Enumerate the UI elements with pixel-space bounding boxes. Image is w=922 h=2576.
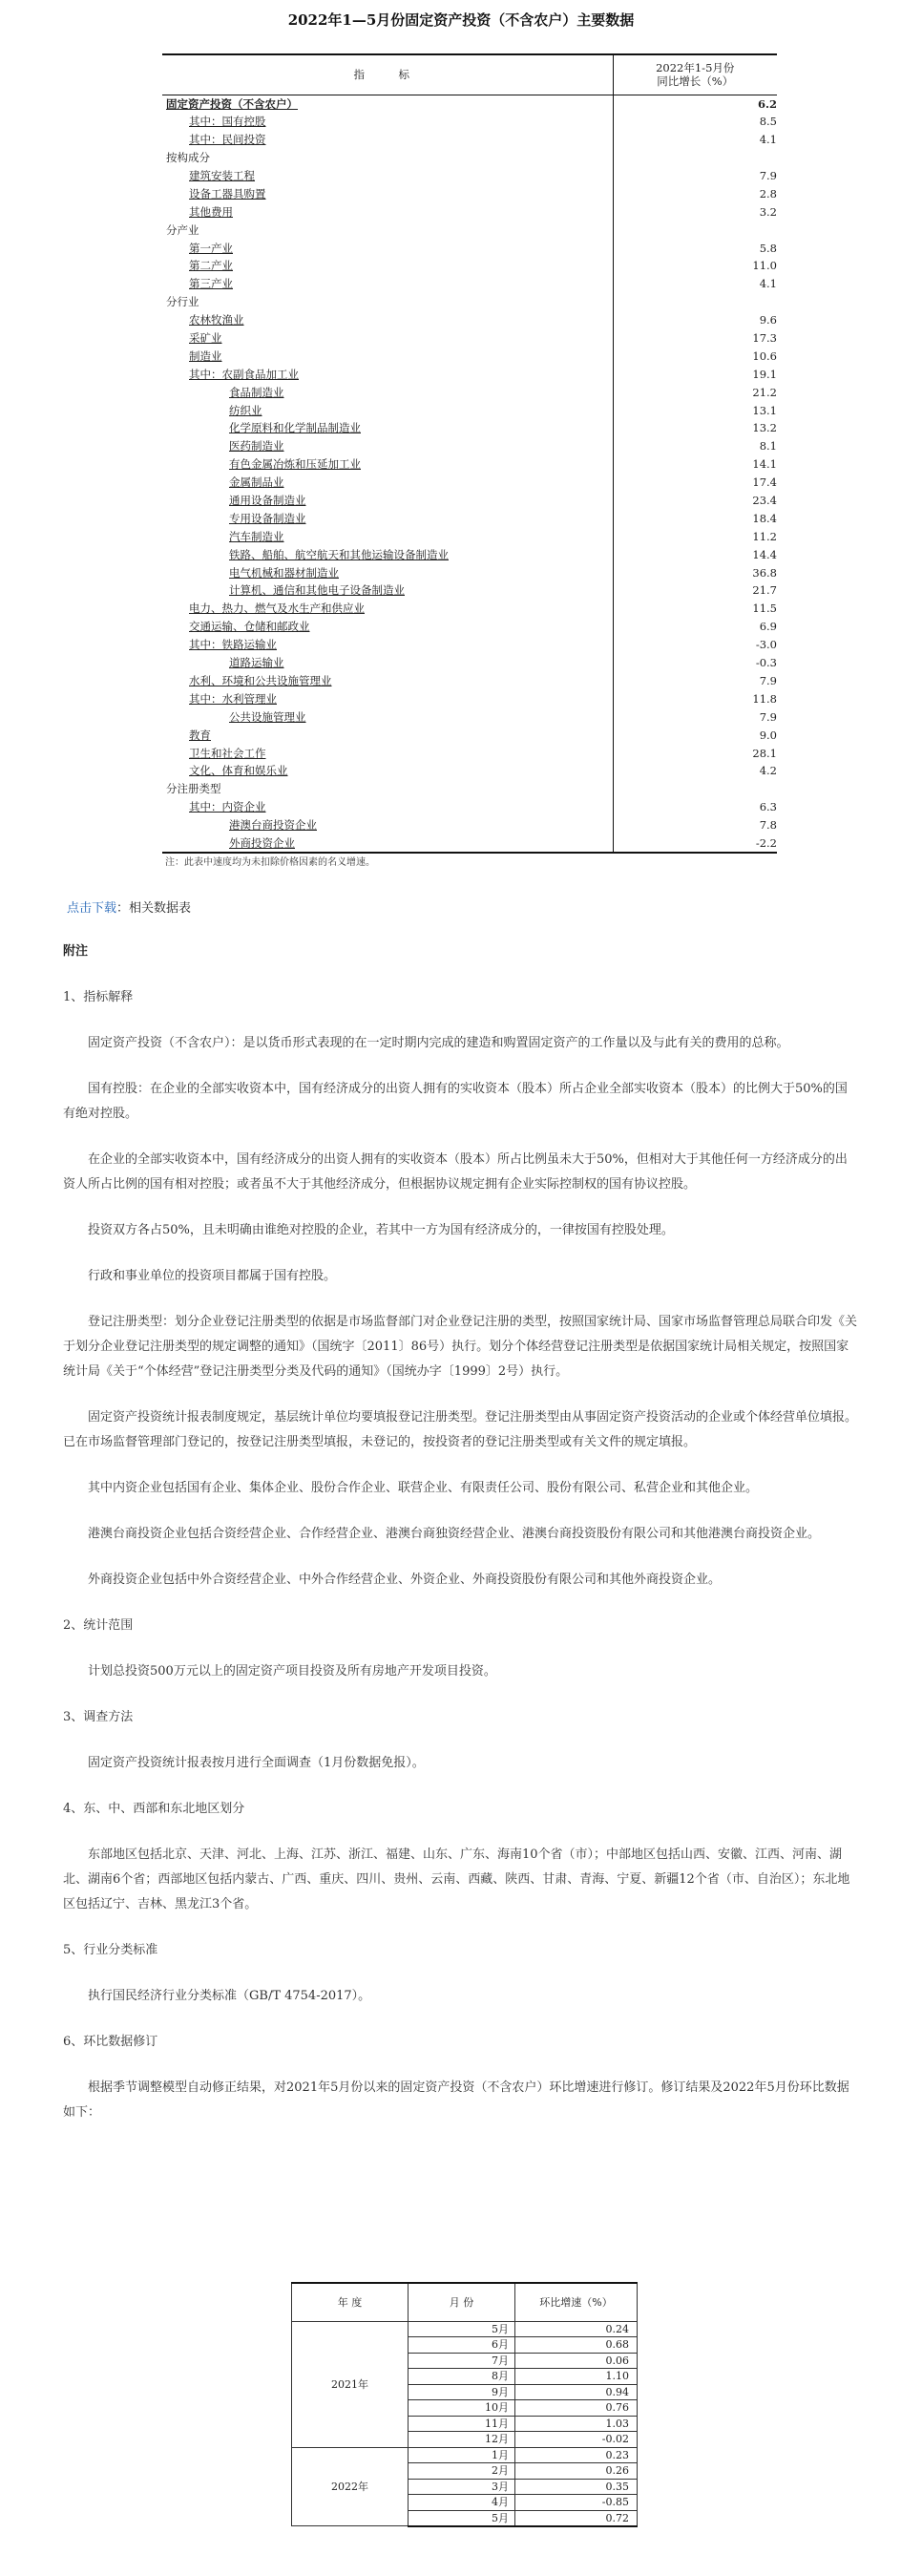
table-row xyxy=(162,365,777,383)
row-value: 9.6 xyxy=(613,311,777,329)
table-row xyxy=(162,202,777,221)
table-row xyxy=(162,618,777,636)
row-value: 13.1 xyxy=(613,401,777,419)
row-label xyxy=(162,563,613,581)
row-label-text: 水利、环境和公共设施管理业 xyxy=(189,673,332,687)
row-label-text: 采矿业 xyxy=(189,331,222,346)
paragraph-domestic-enterprises: 其中内资企业包括国有企业、集体企业、股份合作企业、联营企业、有限责任公司、股份有限公司、私营企业和其他企业。 xyxy=(88,1481,759,1495)
table-row xyxy=(162,563,777,581)
table-row xyxy=(162,600,777,618)
mom-value-cell: 0.35 xyxy=(515,2479,638,2495)
row-label xyxy=(162,672,613,690)
mom-value-cell: 0.94 xyxy=(515,2384,638,2400)
row-value: 8.1 xyxy=(613,437,777,455)
table-row xyxy=(162,798,777,816)
row-label-text: 文化、体育和娱乐业 xyxy=(189,764,288,778)
row-label-text: 港澳台商投资企业 xyxy=(229,818,317,833)
row-label xyxy=(162,455,613,474)
row-label-text: 铁路、船舶、航空航天和其他运输设备制造业 xyxy=(229,547,449,561)
table-row xyxy=(162,419,777,437)
mom-month-cell: 8月 xyxy=(409,2369,515,2385)
row-label xyxy=(162,239,613,257)
mom-value-cell: 1.10 xyxy=(515,2369,638,2385)
row-label-text: 第二产业 xyxy=(189,259,233,273)
row-value xyxy=(613,149,777,167)
table-row xyxy=(162,149,777,167)
table-row xyxy=(162,167,777,185)
row-label-text: 其中：内资企业 xyxy=(189,800,266,814)
paragraph-admin-units: 行政和事业单位的投资项目都属于国有控股。 xyxy=(88,1269,337,1283)
row-value: 4.1 xyxy=(613,131,777,149)
mom-year-cell: 2021年 xyxy=(292,2321,409,2447)
row-value: 14.4 xyxy=(613,545,777,563)
section-3-title: 3、调查方法 xyxy=(63,1710,134,1724)
row-value: 11.0 xyxy=(613,257,777,275)
row-label-text: 农林牧渔业 xyxy=(189,313,244,327)
row-label xyxy=(162,275,613,293)
mom-month-cell: 5月 xyxy=(409,2510,515,2526)
row-label-text: 公共设施管理业 xyxy=(229,709,306,724)
row-label-text: 教育 xyxy=(189,728,211,742)
row-value: -2.2 xyxy=(613,834,777,853)
row-label-text: 汽车制造业 xyxy=(229,529,284,543)
row-label-text: 设备工器具购置 xyxy=(189,186,266,201)
download-link[interactable]: 点击下载 xyxy=(67,901,117,916)
mom-year-cell: 2022年 xyxy=(292,2447,409,2526)
header-value-line1: 2022年1-5月份 xyxy=(656,61,735,75)
table-header-row xyxy=(162,54,777,95)
row-label xyxy=(162,581,613,600)
table-row xyxy=(162,834,777,853)
mom-value-cell: 0.68 xyxy=(515,2337,638,2354)
table-row xyxy=(162,780,777,798)
mom-month-cell: 5月 xyxy=(409,2321,515,2337)
row-label xyxy=(162,654,613,672)
mom-value-cell: 0.26 xyxy=(515,2463,638,2480)
row-value: 6.3 xyxy=(613,798,777,816)
download-link-suffix: ：相关数据表 xyxy=(116,901,192,916)
row-label-text: 分产业 xyxy=(166,222,199,237)
row-value: 6.9 xyxy=(613,618,777,636)
mom-month-cell: 12月 xyxy=(409,2432,515,2448)
row-label-text: 其中：水利管理业 xyxy=(189,691,277,706)
table-row xyxy=(162,275,777,293)
table-row xyxy=(162,492,777,510)
table-row xyxy=(162,131,777,149)
paragraph-registration-type: 登记注册类型：划分企业登记注册类型的依据是市场监督部门对企业登记注册的类型，按照国家统计局、国家市场监督管理总局联合印发《关于划分企业登记注册类型的规定调整的通知》（国统字〔2011〕86号）执行。划分个体经营登记注册类型是依据国家统计局相关规定，按照国家统计局《关于“个体经营”登记注册类型分类及代码的通知》（国统办字〔1999〕2号）执行。 xyxy=(63,1315,858,1379)
paragraph-relative-holding: 在企业的全部实收资本中，国有经济成分的出资人拥有的实收资本（股本）所占比例虽未大于50%，但相对大于其他任何一方经济成分的出资人所占比例的国有相对控股；或者虽不大于其他经济成分，但根据协议规定拥有企业实际控制权的国有协议控股。 xyxy=(63,1152,848,1192)
mom-value-cell: 0.76 xyxy=(515,2400,638,2417)
row-value: 17.3 xyxy=(613,329,777,348)
row-label-text: 医药制造业 xyxy=(229,439,284,454)
row-value: 7.8 xyxy=(613,816,777,834)
mom-value-cell: -0.02 xyxy=(515,2432,638,2448)
table-row xyxy=(162,744,777,762)
row-label-text: 计算机、通信和其他电子设备制造业 xyxy=(229,583,405,598)
paragraph-survey-method: 固定资产投资统计报表按月进行全面调查（1月份数据免报）。 xyxy=(88,1756,425,1770)
row-value: 18.4 xyxy=(613,509,777,527)
row-label xyxy=(162,95,613,113)
row-value: 13.2 xyxy=(613,419,777,437)
row-label xyxy=(162,762,613,780)
mom-header-row xyxy=(292,2283,638,2321)
row-label-text: 卫生和社会工作 xyxy=(189,746,266,760)
table-row xyxy=(162,636,777,654)
row-value: 14.1 xyxy=(613,455,777,474)
mom-month-cell: 7月 xyxy=(409,2353,515,2369)
row-value: 4.1 xyxy=(613,275,777,293)
row-label-text: 其中：农副食品加工业 xyxy=(189,367,299,381)
mom-value-cell: 0.06 xyxy=(515,2353,638,2369)
table-row xyxy=(162,293,777,311)
row-label xyxy=(162,257,613,275)
mom-month-cell: 9月 xyxy=(409,2384,515,2400)
mom-month-cell: 10月 xyxy=(409,2400,515,2417)
row-label xyxy=(162,113,613,131)
table-row xyxy=(162,347,777,365)
row-label xyxy=(162,816,613,834)
row-label-text: 电气机械和器材制造业 xyxy=(229,565,339,580)
table-row xyxy=(162,311,777,329)
header-value xyxy=(613,54,777,95)
row-label-text: 食品制造业 xyxy=(229,385,284,399)
header-value-line2: 同比增长（%） xyxy=(657,74,734,89)
row-value: 17.4 xyxy=(613,474,777,492)
row-label xyxy=(162,347,613,365)
row-label xyxy=(162,707,613,726)
paragraph-statistical-scope: 计划总投资500万元以上的固定资产项目投资及所有房地产开发项目投资。 xyxy=(88,1664,496,1679)
row-label xyxy=(162,726,613,744)
row-label-text: 第一产业 xyxy=(189,241,233,255)
row-value: 19.1 xyxy=(613,365,777,383)
mom-value-cell: 0.24 xyxy=(515,2321,638,2337)
mom-header-year: 年 度 xyxy=(292,2283,409,2321)
row-label xyxy=(162,293,613,311)
row-label xyxy=(162,419,613,437)
mom-month-cell: 4月 xyxy=(409,2495,515,2511)
row-value: 7.9 xyxy=(613,707,777,726)
row-value: 6.2 xyxy=(613,95,777,113)
paragraph-industry-standard: 执行国民经济行业分类标准（GB/T 4754-2017）。 xyxy=(88,1989,371,2003)
row-value: 7.9 xyxy=(613,672,777,690)
row-label-text: 道路运输业 xyxy=(229,656,284,670)
row-label-text: 化学原料和化学制品制造业 xyxy=(229,421,361,435)
appendix-article xyxy=(63,940,857,2125)
mom-growth-table xyxy=(291,2282,638,2527)
row-label-text: 分注册类型 xyxy=(166,782,221,796)
mom-month-cell: 11月 xyxy=(409,2416,515,2432)
mom-month-cell: 6月 xyxy=(409,2337,515,2354)
row-label xyxy=(162,780,613,798)
row-label xyxy=(162,798,613,816)
paragraph-equal-share: 投资双方各占50%，且未明确由谁绝对控股的企业，若其中一方为国有经济成分的，一律按国有控股处理。 xyxy=(88,1223,674,1237)
row-label-text: 固定资产投资（不含农户） xyxy=(166,96,298,111)
row-value: 5.8 xyxy=(613,239,777,257)
row-label xyxy=(162,492,613,510)
row-value: 8.5 xyxy=(613,113,777,131)
table-row xyxy=(162,239,777,257)
row-value: 11.5 xyxy=(613,600,777,618)
table-row xyxy=(162,816,777,834)
row-label xyxy=(162,689,613,707)
row-label-text: 外商投资企业 xyxy=(229,835,295,850)
section-6-title: 6、环比数据修订 xyxy=(63,2035,158,2049)
row-label xyxy=(162,401,613,419)
paragraph-mom-revision: 根据季节调整模型自动修正结果，对2021年5月份以来的固定资产投资（不含农户）环比增速进行修订。修订结果及2022年5月份环比数据如下： xyxy=(63,2080,849,2120)
mom-value-cell: 1.03 xyxy=(515,2416,638,2432)
paragraph-regions: 东部地区包括北京、天津、河北、上海、江苏、浙江、福建、山东、广东、海南10个省（市）；中部地区包括山西、安徽、江西、河南、湖北、湖南6个省；西部地区包括内蒙古、广西、重庆、四川、贵州、云南、西藏、陕西、甘肃、青海、宁夏、新疆12个省（市、自治区）；东北地区包括辽宁、吉林、黑龙江3个省。 xyxy=(63,1848,850,1911)
table-row xyxy=(162,221,777,239)
section-4-title: 4、东、中、西部和东北地区划分 xyxy=(63,1802,245,1816)
row-label-text: 建筑安装工程 xyxy=(189,169,255,182)
row-label xyxy=(162,383,613,401)
row-value xyxy=(613,293,777,311)
row-label xyxy=(162,545,613,563)
mom-row xyxy=(292,2321,638,2337)
row-label xyxy=(162,744,613,762)
row-label xyxy=(162,618,613,636)
paragraph-foreign-enterprises: 外商投资企业包括中外合资经营企业、中外合作经营企业、外资企业、外商投资股份有限公司和其他外商投资企业。 xyxy=(88,1573,722,1587)
mom-value-cell: -0.85 xyxy=(515,2495,638,2511)
row-value: 4.2 xyxy=(613,762,777,780)
row-label xyxy=(162,221,613,239)
table-row xyxy=(162,437,777,455)
table-row xyxy=(162,707,777,726)
row-label-text: 其中：国有控股 xyxy=(189,115,266,129)
table-row xyxy=(162,509,777,527)
table-row xyxy=(162,654,777,672)
table-row xyxy=(162,257,777,275)
row-value: 2.8 xyxy=(613,184,777,202)
row-value: 3.2 xyxy=(613,202,777,221)
download-line xyxy=(67,897,191,916)
mom-value-cell: 0.72 xyxy=(515,2510,638,2526)
row-label xyxy=(162,149,613,167)
row-label xyxy=(162,437,613,455)
section-5-title: 5、行业分类标准 xyxy=(63,1943,158,1957)
row-label-text: 通用设备制造业 xyxy=(229,494,306,508)
header-indicator: 指 标 xyxy=(162,54,613,95)
row-value xyxy=(613,780,777,798)
mom-month-cell: 1月 xyxy=(409,2447,515,2463)
paragraph-reporting-rule: 固定资产投资统计报表制度规定，基层统计单位均要填报登记注册类型。登记注册类型由从事固定资产投资活动的企业或个体经营单位填报。已在市场监督管理部门登记的，按登记注册类型填报，未登记的，按投资者的登记注册类型或有关文件的规定填报。 xyxy=(63,1410,858,1449)
table-row xyxy=(162,726,777,744)
row-value: 11.8 xyxy=(613,689,777,707)
row-value: -0.3 xyxy=(613,654,777,672)
row-label xyxy=(162,834,613,853)
row-value: 21.2 xyxy=(613,383,777,401)
table-row xyxy=(162,455,777,474)
mom-month-cell: 2月 xyxy=(409,2463,515,2480)
row-label xyxy=(162,202,613,221)
row-label-text: 第三产业 xyxy=(189,277,233,291)
row-value: 11.2 xyxy=(613,527,777,545)
appendix-heading: 附注 xyxy=(63,944,89,959)
row-label-text: 制造业 xyxy=(189,348,222,363)
table-row xyxy=(162,762,777,780)
row-label xyxy=(162,311,613,329)
table-note: 注：此表中速度均为未扣除价格因素的名义增速。 xyxy=(165,857,375,868)
main-data-table xyxy=(162,53,777,854)
mom-row xyxy=(292,2447,638,2463)
table-row xyxy=(162,401,777,419)
table-row xyxy=(162,184,777,202)
table-row xyxy=(162,689,777,707)
row-label xyxy=(162,636,613,654)
section-2-title: 2、统计范围 xyxy=(63,1618,134,1633)
row-value: 28.1 xyxy=(613,744,777,762)
row-value: 7.9 xyxy=(613,167,777,185)
table-row xyxy=(162,474,777,492)
row-label-text: 纺织业 xyxy=(229,403,262,417)
row-label-text: 电力、热力、燃气及水生产和供应业 xyxy=(189,602,365,616)
mom-value-cell: 0.23 xyxy=(515,2447,638,2463)
table-row xyxy=(162,545,777,563)
row-label-text: 按构成分 xyxy=(166,151,210,165)
row-value: 10.6 xyxy=(613,347,777,365)
table-row xyxy=(162,672,777,690)
mom-header-growth: 环比增速（%） xyxy=(515,2283,638,2321)
paragraph-hk-macao-taiwan: 港澳台商投资企业包括合资经营企业、合作经营企业、港澳台商独资经营企业、港澳台商投资股份有限公司和其他港澳台商投资企业。 xyxy=(88,1527,821,1541)
row-label xyxy=(162,527,613,545)
row-value: 21.7 xyxy=(613,581,777,600)
row-label-text: 金属制品业 xyxy=(229,475,284,490)
table-row xyxy=(162,581,777,600)
row-value: 23.4 xyxy=(613,492,777,510)
mom-month-cell: 3月 xyxy=(409,2479,515,2495)
table-row xyxy=(162,95,777,113)
paragraph-state-holding: 国有控股：在企业的全部实收资本中，国有经济成分的出资人拥有的实收资本（股本）所占企业全部实收资本（股本）的比例大于50%的国有绝对控股。 xyxy=(63,1082,848,1121)
row-label-text: 其中：民间投资 xyxy=(189,133,266,147)
row-label xyxy=(162,167,613,185)
row-label-text: 其他费用 xyxy=(189,204,233,219)
row-label-text: 分行业 xyxy=(166,295,199,309)
row-label xyxy=(162,131,613,149)
row-label xyxy=(162,184,613,202)
row-value xyxy=(613,221,777,239)
section-1-title: 1、指标解释 xyxy=(63,990,134,1004)
row-label xyxy=(162,365,613,383)
row-label-text: 有色金属冶炼和压延加工业 xyxy=(229,457,361,472)
table-row xyxy=(162,527,777,545)
table-row xyxy=(162,113,777,131)
row-label-text: 专用设备制造业 xyxy=(229,511,306,525)
row-label-text: 交通运输、仓储和邮政业 xyxy=(189,620,310,634)
table-row xyxy=(162,383,777,401)
row-value: 36.8 xyxy=(613,563,777,581)
mom-header-month: 月 份 xyxy=(409,2283,515,2321)
row-label xyxy=(162,509,613,527)
row-label-text: 其中：铁路运输业 xyxy=(189,638,277,652)
paragraph-fixed-asset-investment: 固定资产投资（不含农户）：是以货币形式表现的在一定时期内完成的建造和购置固定资产的工作量以及与此有关的费用的总称。 xyxy=(88,1036,789,1050)
row-value: 9.0 xyxy=(613,726,777,744)
page-title: 2022年1—5月份固定资产投资（不含农户）主要数据 xyxy=(287,11,635,29)
table-row xyxy=(162,329,777,348)
row-value: -3.0 xyxy=(613,636,777,654)
row-label xyxy=(162,600,613,618)
row-label xyxy=(162,329,613,348)
row-label xyxy=(162,474,613,492)
